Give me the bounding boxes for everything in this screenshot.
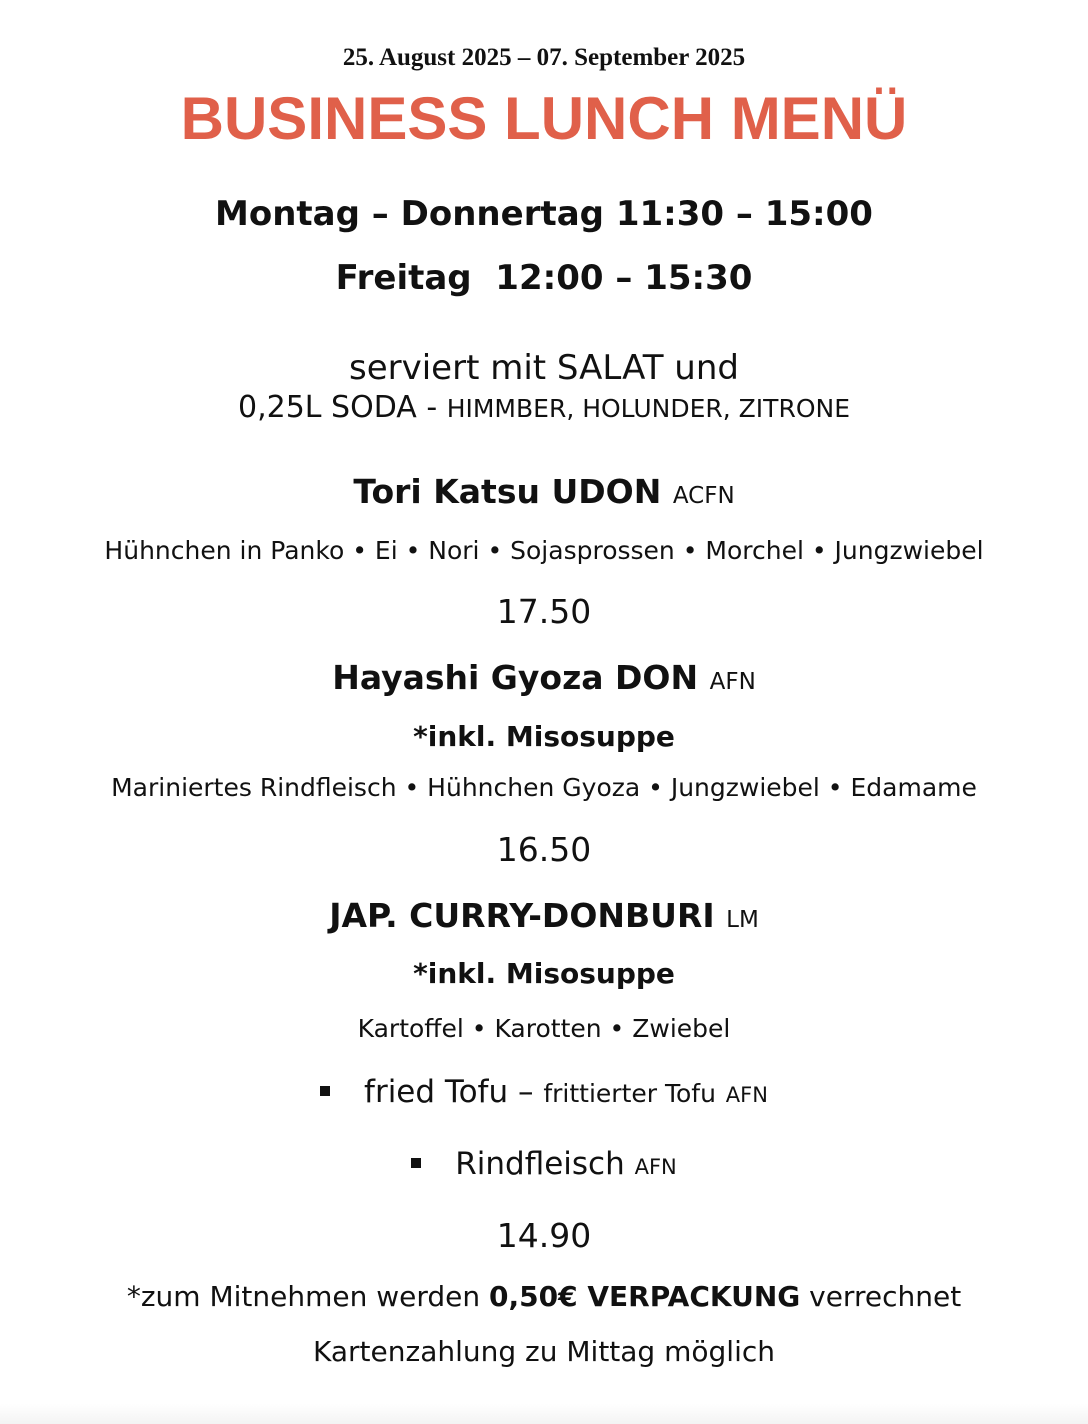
allergen-codes: AFN	[709, 669, 756, 695]
dish-note: *inkl. Misosuppe	[413, 957, 675, 990]
option-fried-tofu	[0, 1074, 1088, 1110]
dish-name: JAP. CURRY-DONBURI	[329, 896, 715, 935]
allergen-codes: ACFN	[672, 483, 735, 509]
date-range: 25. August 2025 – 07. September 2025	[342, 44, 746, 71]
takeaway-prefix: *zum Mitnehmen werden	[126, 1280, 490, 1313]
dish-price: 16.50	[496, 830, 592, 869]
dish-name-tori-katsu-udon	[0, 472, 1088, 511]
dish-description: Kartoffel • Karotten • Zwiebel	[357, 1014, 731, 1043]
dish-price: 17.50	[496, 592, 592, 631]
page-bottom-edge	[0, 1404, 1088, 1424]
dish-description: Hühnchen in Panko • Ei • Nori • Sojasprossen • Morchel • Jungzwiebel	[104, 536, 984, 565]
dish-price: 14.90	[496, 1216, 592, 1255]
option-translation: frittierter Tofu	[543, 1079, 716, 1108]
option-name: Rindfleisch	[455, 1146, 625, 1182]
square-bullet-icon	[320, 1086, 330, 1096]
packaging-fee: 0,50€ VERPACKUNG	[489, 1280, 801, 1313]
hours-weekdays: Montag – Donnertag 11:30 – 15:00	[215, 194, 873, 234]
dish-name-hayashi-gyoza-don	[0, 658, 1088, 697]
soda-line	[0, 390, 1088, 425]
square-bullet-icon	[411, 1158, 421, 1168]
card-payment-note: Kartenzahlung zu Mittag möglich	[313, 1335, 775, 1368]
dish-name: Hayashi Gyoza DON	[332, 658, 699, 697]
dish-name: Tori Katsu UDON	[353, 472, 662, 511]
hours-friday: Freitag 12:00 – 15:30	[335, 258, 753, 298]
dish-note: *inkl. Misosuppe	[413, 720, 675, 753]
soda-prefix: 0,25L SODA -	[237, 390, 447, 425]
dish-name-jap-curry-donburi	[0, 896, 1088, 935]
takeaway-suffix: verrechnet	[800, 1280, 962, 1313]
option-name: fried Tofu	[364, 1074, 509, 1110]
menu-title: BUSINESS LUNCH MENÜ	[180, 85, 908, 152]
option-rindfleisch	[0, 1146, 1088, 1182]
dish-description: Mariniertes Rindfleisch • Hühnchen Gyoza • Jungzwiebel • Edamame	[111, 773, 977, 802]
soda-flavors: HIMMBER, HOLUNDER, ZITRONE	[446, 394, 850, 423]
allergen-codes: AFN	[634, 1155, 677, 1179]
served-with-text: serviert mit SALAT und	[349, 348, 739, 388]
option-separator: –	[508, 1074, 544, 1110]
allergen-codes: LM	[726, 907, 759, 933]
allergen-codes: AFN	[725, 1083, 768, 1107]
takeaway-note	[0, 1280, 1088, 1313]
